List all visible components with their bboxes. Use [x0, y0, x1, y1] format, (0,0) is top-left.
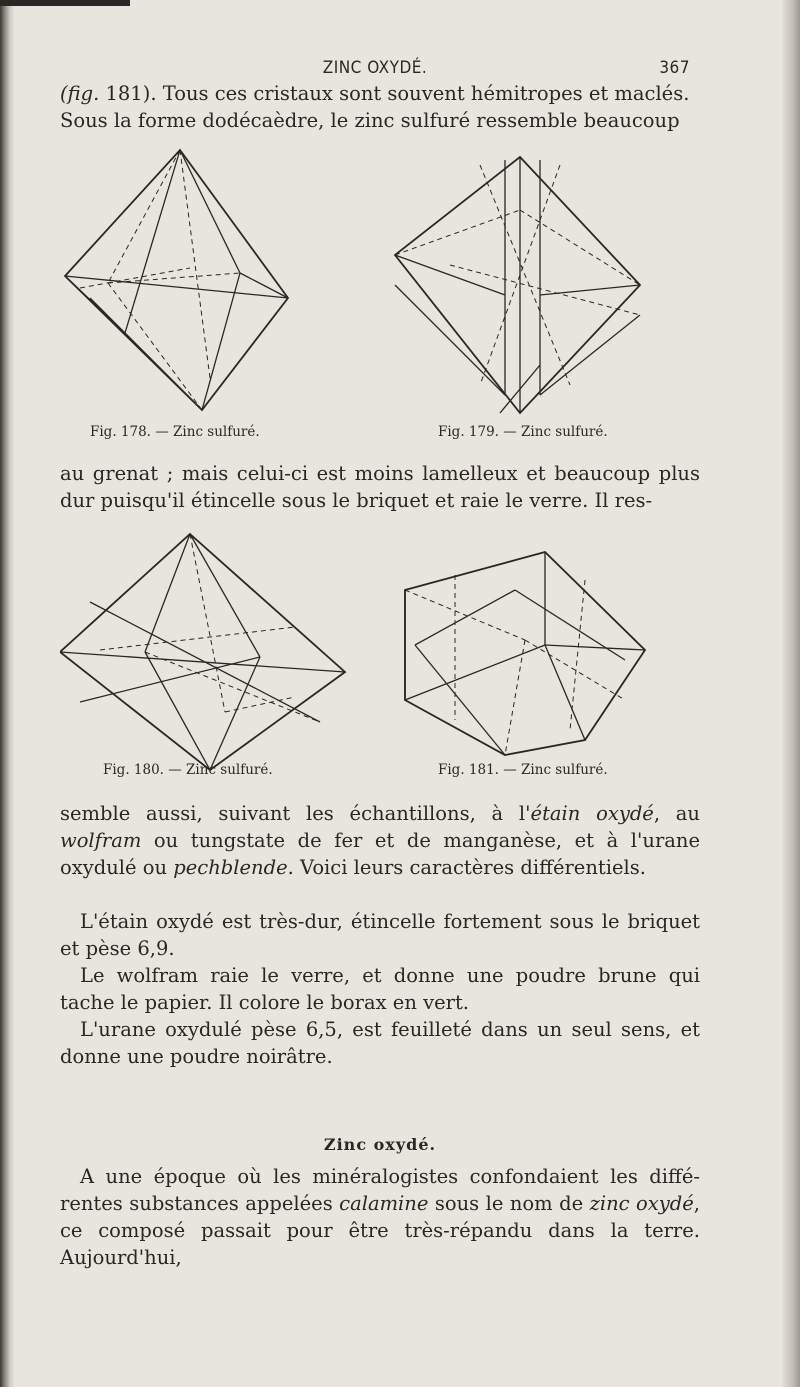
paragraph-grenat — [60, 460, 700, 514]
caption-fig-179: Fig. 179. — Zinc sulfuré. — [438, 424, 608, 440]
semble-text-2: , au — [653, 802, 700, 825]
intro-line-1: 181). Tous ces cristaux sont souvent hémitropes et maclés. — [99, 82, 690, 105]
etain-text: L'étain oxydé est très-dur, étincelle fortement sous le briquet et pèse 6,9. — [60, 910, 700, 960]
figure-180-crystal — [60, 532, 350, 772]
section-heading: Zinc oxydé. — [323, 1135, 437, 1154]
figure-179-crystal — [390, 155, 650, 420]
fig-ref: (fig. — [60, 82, 100, 105]
wolfram-text: Le wolfram raie le verre, et donne une poudre brune qui tache le papier. Il colore le borax en vert. — [60, 964, 700, 1014]
grenat-text: au grenat ; mais celui-ci est moins lamelleux et beaucoup plus dur puisqu'il étincelle sous le briquet et raie le verre. Il res- — [60, 462, 700, 512]
caption-fig-180: Fig. 180. — Zinc sulfuré. — [103, 762, 273, 778]
header-title: ZINC OXYDÉ. — [322, 58, 428, 78]
term-calamine: calamine — [339, 1192, 429, 1215]
semble-text-3: ou tungstate de fer et de manganèse, et à l'urane oxydulé ou — [60, 829, 700, 879]
intro-line-2: Sous la forme dodécaèdre, le zinc sulfuré ressemble beaucoup — [60, 109, 680, 132]
figure-181-crystal — [395, 550, 650, 760]
paragraph-semble — [60, 800, 700, 881]
calamine-text-3: , ce composé passait pour être très-répandu dans la terre. Aujourd'hui, — [60, 1192, 700, 1269]
term-wolfram: wolfram — [60, 829, 142, 852]
term-zinc-oxyde: zinc oxydé — [589, 1192, 694, 1215]
book-spine-shadow — [0, 0, 14, 1387]
semble-text-1: semble aussi, suivant les échantillons, à l' — [60, 802, 531, 825]
paragraph-wolfram — [60, 962, 700, 1016]
semble-text-4: . Voici leurs caractères différentiels. — [287, 856, 646, 879]
caption-fig-178: Fig. 178. — Zinc sulfuré. — [90, 424, 260, 440]
calamine-text-1: A une époque où les minéralogistes confondaient les diffé-rentes substances appelées — [60, 1165, 700, 1215]
paragraph-urane — [60, 1016, 700, 1070]
paragraph-etain — [60, 908, 700, 962]
paragraph-calamine — [60, 1163, 700, 1271]
term-etain-oxyde: étain oxydé — [530, 802, 654, 825]
calamine-text-2: sous le nom de — [428, 1192, 590, 1215]
page-top-edge — [0, 0, 130, 6]
page-number: 367 — [659, 58, 690, 78]
figure-178-crystal — [60, 148, 310, 418]
urane-text: L'urane oxydulé pèse 6,5, est feuilleté dans un seul sens, et donne une poudre noirâtre. — [60, 1018, 700, 1068]
page-right-edge — [782, 0, 800, 1387]
running-header — [60, 58, 690, 80]
paragraph-intro — [60, 80, 700, 134]
caption-fig-181: Fig. 181. — Zinc sulfuré. — [438, 762, 608, 778]
term-pechblende: pechblende — [173, 856, 288, 879]
